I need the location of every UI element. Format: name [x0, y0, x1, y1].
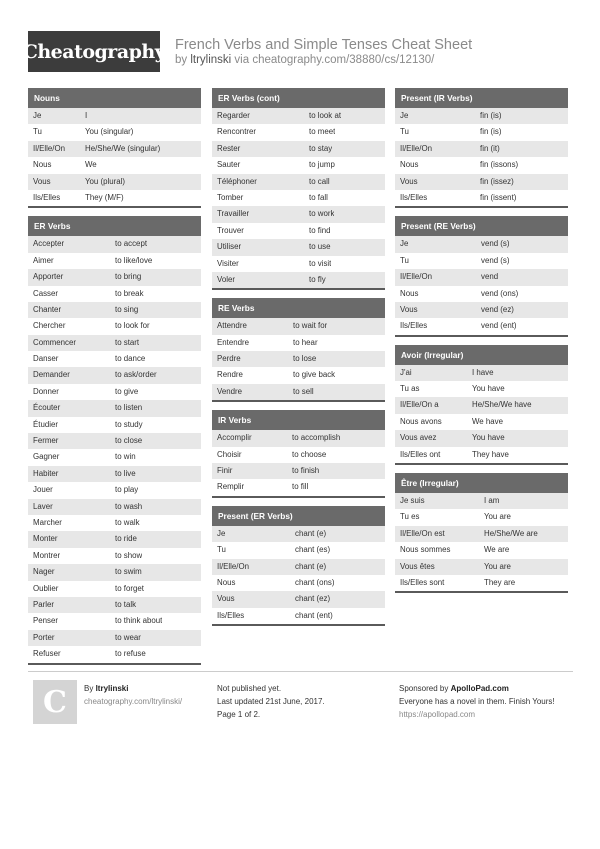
table-row: [395, 447, 568, 463]
table-row: [395, 253, 568, 269]
table-row: [212, 206, 385, 222]
row-meaning: to forget: [115, 583, 144, 593]
table-row: [395, 575, 568, 591]
row-meaning: You have: [472, 384, 505, 394]
row-term: Danser: [33, 354, 59, 364]
row-meaning: We have: [472, 416, 503, 426]
table-row: [395, 236, 568, 252]
table-row: [212, 526, 385, 542]
footer-divider: [28, 671, 573, 672]
row-term: Écouter: [33, 403, 61, 413]
row-meaning: to accept: [115, 239, 148, 249]
table-row: [28, 531, 201, 547]
row-term: Nous avons: [400, 416, 442, 426]
table-row: [28, 646, 201, 662]
row-meaning: chant (ez): [295, 594, 331, 604]
row-term: Accomplir: [217, 433, 252, 443]
table-row: [28, 302, 201, 318]
table-row: [28, 335, 201, 351]
row-meaning: fin (issons): [480, 160, 519, 170]
row-term: Rendre: [217, 370, 243, 380]
row-term: Je: [217, 528, 226, 538]
table-row: [28, 597, 201, 613]
row-term: Ils/Elles: [33, 192, 61, 202]
row-term: Nous: [33, 160, 52, 170]
sheet-url-link[interactable]: cheatography.com/38880/cs/12130/: [252, 54, 435, 66]
table-row: [212, 157, 385, 173]
row-term: Vous avez: [400, 433, 437, 443]
byline-via: via: [231, 54, 253, 66]
row-term: Tu es: [400, 512, 420, 522]
sponsor-label: Sponsored by: [399, 684, 451, 693]
table-row: [212, 542, 385, 558]
row-meaning: I am: [484, 496, 500, 506]
row-meaning: They are: [484, 577, 516, 587]
row-meaning: to dance: [115, 354, 146, 364]
table-row: [28, 253, 201, 269]
table-row: [212, 351, 385, 367]
row-term: Tu as: [400, 384, 420, 394]
row-meaning: to walk: [115, 517, 140, 527]
table-row: [395, 318, 568, 334]
row-meaning: They (M/F): [85, 192, 124, 202]
table-row: [395, 286, 568, 302]
row-meaning: You (singular): [85, 127, 134, 137]
row-meaning: to give: [115, 386, 139, 396]
section-header: RE Verbs: [212, 298, 385, 318]
table-row: [395, 526, 568, 542]
section-rows: [28, 108, 201, 206]
author-link[interactable]: ltrylinski: [190, 54, 232, 66]
section-header: Present (IR Verbs): [395, 88, 568, 108]
row-meaning: to visit: [309, 258, 332, 268]
row-meaning: to use: [309, 242, 331, 252]
row-term: Nous sommes: [400, 545, 451, 555]
row-meaning: to lose: [293, 354, 317, 364]
sponsor-url[interactable]: https://apollopad.com: [399, 710, 476, 719]
row-term: Voler: [217, 274, 235, 284]
row-term: Nous: [400, 288, 419, 298]
row-meaning: to meet: [309, 127, 336, 137]
table-row: [395, 430, 568, 446]
table-row: [28, 433, 201, 449]
row-term: Fermer: [33, 436, 59, 446]
row-term: Ils/Elles: [400, 192, 428, 202]
section-rows: [212, 108, 385, 288]
row-term: Vous êtes: [400, 561, 435, 571]
row-meaning: to finish: [292, 466, 320, 476]
row-term: Vous: [217, 594, 235, 604]
row-meaning: chant (e): [295, 561, 327, 571]
row-term: Apporter: [33, 272, 64, 282]
table-row: [28, 417, 201, 433]
table-row: [395, 174, 568, 190]
row-meaning: chant (e): [295, 528, 327, 538]
row-meaning: to look for: [115, 321, 150, 331]
table-row: [395, 509, 568, 525]
table-row: [395, 493, 568, 509]
section-header: IR Verbs: [212, 410, 385, 430]
section-re-verbs: [212, 298, 385, 402]
row-term: Ils/Elles: [217, 610, 245, 620]
row-term: Il/Elle/On: [33, 143, 66, 153]
table-row: [28, 384, 201, 400]
row-meaning: to refuse: [115, 649, 146, 659]
row-meaning: to hear: [293, 337, 318, 347]
row-meaning: I: [85, 111, 88, 120]
section-er-verbs: [28, 216, 201, 664]
row-meaning: chant (ons): [295, 577, 335, 587]
table-row: [28, 482, 201, 498]
row-term: Il/Elle/On est: [400, 528, 445, 538]
row-meaning: to work: [309, 209, 335, 219]
table-row: [212, 367, 385, 383]
footer-by-label: By: [84, 684, 96, 693]
row-term: Marcher: [33, 517, 62, 527]
section-present-re: [395, 216, 568, 336]
row-term: Monter: [33, 534, 58, 544]
section-rows: [395, 493, 568, 591]
row-meaning: to accomplish: [292, 433, 341, 443]
section-rows: [395, 236, 568, 334]
row-meaning: He/She/We have: [472, 400, 532, 410]
table-row: [395, 124, 568, 140]
table-row: [395, 559, 568, 575]
section-rows: [212, 318, 385, 400]
row-term: Oublier: [33, 583, 59, 593]
section-rows: [395, 365, 568, 463]
section-header: Être (Irregular): [395, 473, 568, 493]
table-row: [212, 272, 385, 288]
row-term: Vendre: [217, 386, 243, 396]
table-row: [212, 124, 385, 140]
row-meaning: to fall: [309, 192, 328, 202]
section-header: Present (ER Verbs): [212, 506, 385, 526]
footer-author: [84, 682, 182, 708]
row-term: Chanter: [33, 304, 62, 314]
row-meaning: vend (ons): [481, 288, 519, 298]
footer-published: Not published yet.: [217, 684, 282, 693]
table-row: [28, 141, 201, 157]
row-term: Choisir: [217, 449, 242, 459]
section-header: Nouns: [28, 88, 201, 108]
row-meaning: fin (is): [480, 111, 502, 120]
row-meaning: to start: [115, 337, 140, 347]
row-meaning: to play: [115, 485, 139, 495]
footer-page: Page 1 of 2.: [217, 710, 261, 719]
footer-sponsor: [399, 682, 555, 721]
table-row: [28, 564, 201, 580]
row-term: Ils/Elles ont: [400, 449, 441, 459]
table-row: [395, 542, 568, 558]
section-header: ER Verbs: [28, 216, 201, 236]
row-meaning: to choose: [292, 449, 327, 459]
table-row: [395, 397, 568, 413]
table-row: [28, 466, 201, 482]
table-row: [28, 236, 201, 252]
row-term: Il/Elle/On: [400, 143, 433, 153]
table-row: [212, 591, 385, 607]
row-meaning: vend (ent): [481, 321, 517, 331]
row-meaning: to look at: [309, 111, 342, 120]
table-row: [28, 400, 201, 416]
table-row: [395, 141, 568, 157]
row-term: Donner: [33, 386, 59, 396]
row-term: Ils/Elles: [400, 321, 428, 331]
row-term: Nager: [33, 567, 55, 577]
row-term: Remplir: [217, 482, 245, 492]
row-term: Rester: [217, 143, 241, 153]
row-term: Finir: [217, 466, 233, 476]
row-term: Trouver: [217, 225, 244, 235]
row-meaning: vend (s): [481, 255, 510, 265]
row-term: Vous: [33, 176, 51, 186]
sponsor-link[interactable]: ApolloPad.com: [450, 684, 509, 693]
table-row: [212, 430, 385, 446]
row-term: Je: [400, 239, 409, 249]
cheatography-logo[interactable]: Cheatography: [28, 31, 160, 72]
row-term: Visiter: [217, 258, 239, 268]
row-meaning: fin (it): [480, 143, 500, 153]
section-rows: [395, 108, 568, 206]
row-meaning: to swim: [115, 567, 142, 577]
row-meaning: to ask/order: [115, 370, 157, 380]
table-row: [28, 581, 201, 597]
row-term: Rencontrer: [217, 127, 257, 137]
row-meaning: to call: [309, 176, 330, 186]
row-meaning: You have: [472, 433, 505, 443]
row-meaning: chant (ent): [295, 610, 333, 620]
table-row: [28, 286, 201, 302]
row-term: Accepter: [33, 239, 65, 249]
table-row: [28, 124, 201, 140]
row-meaning: He/She/We are: [484, 528, 538, 538]
section-header: ER Verbs (cont): [212, 88, 385, 108]
row-term: Téléphoner: [217, 176, 257, 186]
table-row: [395, 108, 568, 124]
section-etre: [395, 473, 568, 593]
row-term: Vous: [400, 304, 418, 314]
table-row: [212, 223, 385, 239]
table-row: [395, 157, 568, 173]
table-row: [28, 548, 201, 564]
row-term: Aimer: [33, 255, 54, 265]
row-term: Tu: [217, 545, 226, 555]
table-row: [212, 174, 385, 190]
row-term: Tomber: [217, 192, 244, 202]
table-row: [212, 575, 385, 591]
section-ir-verbs: [212, 410, 385, 498]
row-term: Nous: [400, 160, 419, 170]
table-row: [28, 269, 201, 285]
row-term: Tu: [400, 255, 409, 265]
footer-status: [217, 682, 325, 721]
table-row: [28, 190, 201, 206]
row-meaning: to wait for: [293, 321, 328, 331]
table-row: [212, 384, 385, 400]
footer-updated: Last updated 21st June, 2017.: [217, 697, 325, 706]
table-row: [28, 630, 201, 646]
row-meaning: to wear: [115, 632, 141, 642]
table-row: [28, 157, 201, 173]
table-row: [212, 256, 385, 272]
section-rows: [28, 236, 201, 662]
table-row: [212, 190, 385, 206]
row-meaning: You are: [484, 561, 511, 571]
row-meaning: to sing: [115, 304, 139, 314]
row-meaning: fin (issez): [480, 176, 514, 186]
row-term: Jouer: [33, 485, 53, 495]
row-meaning: He/She/We (singular): [85, 143, 161, 153]
section-er-verbs-cont: [212, 88, 385, 290]
row-meaning: to study: [115, 419, 143, 429]
row-meaning: to bring: [115, 272, 142, 282]
row-meaning: vend: [481, 272, 499, 282]
row-meaning: to listen: [115, 403, 143, 413]
row-meaning: to talk: [115, 599, 137, 609]
table-row: [212, 239, 385, 255]
table-row: [212, 608, 385, 624]
row-term: Entendre: [217, 337, 250, 347]
author-avatar[interactable]: C: [33, 680, 77, 724]
row-meaning: vend (s): [481, 239, 510, 249]
section-header: Present (RE Verbs): [395, 216, 568, 236]
row-term: Tu: [33, 127, 42, 137]
row-term: Porter: [33, 632, 55, 642]
row-meaning: vend (ez): [481, 304, 514, 314]
row-term: Regarder: [217, 111, 250, 120]
row-meaning: to jump: [309, 160, 335, 170]
row-term: Je suis: [400, 496, 425, 506]
row-term: Gagner: [33, 452, 60, 462]
row-term: Casser: [33, 288, 58, 298]
table-row: [212, 559, 385, 575]
row-term: Sauter: [217, 160, 241, 170]
table-row: [28, 515, 201, 531]
row-meaning: We are: [484, 545, 510, 555]
table-row: [212, 108, 385, 124]
table-row: [212, 141, 385, 157]
byline: [175, 54, 434, 66]
row-term: Perdre: [217, 354, 241, 364]
row-meaning: chant (es): [295, 545, 331, 555]
table-row: [395, 414, 568, 430]
row-meaning: to like/love: [115, 255, 153, 265]
row-meaning: to win: [115, 452, 136, 462]
row-term: Il/Elle/On: [217, 561, 250, 571]
table-row: [28, 351, 201, 367]
row-meaning: to find: [309, 225, 331, 235]
table-row: [212, 479, 385, 495]
table-row: [395, 302, 568, 318]
row-meaning: They have: [472, 449, 509, 459]
row-meaning: to show: [115, 550, 143, 560]
row-term: Vous: [400, 176, 418, 186]
row-meaning: to sell: [293, 386, 314, 396]
row-term: Utiliser: [217, 242, 242, 252]
row-meaning: to ride: [115, 534, 137, 544]
footer-author-name[interactable]: ltrylinski: [95, 684, 129, 693]
row-meaning: fin (is): [480, 127, 502, 137]
row-term: Je: [400, 111, 409, 120]
row-term: Nous: [217, 577, 236, 587]
row-meaning: We: [85, 160, 97, 170]
table-row: [212, 335, 385, 351]
section-rows: [212, 526, 385, 624]
table-row: [395, 190, 568, 206]
row-term: Chercher: [33, 321, 66, 331]
row-term: Demander: [33, 370, 70, 380]
row-term: Habiter: [33, 468, 59, 478]
row-term: Montrer: [33, 550, 61, 560]
section-present-er: [212, 506, 385, 626]
byline-prefix: by: [175, 54, 191, 66]
row-meaning: to give back: [293, 370, 336, 380]
row-meaning: to stay: [309, 143, 333, 153]
footer-author-url[interactable]: cheatography.com/ltrylinski/: [84, 697, 183, 706]
row-meaning: to fill: [292, 482, 309, 492]
section-present-ir: [395, 88, 568, 208]
table-row: [395, 269, 568, 285]
row-meaning: to wash: [115, 501, 143, 511]
table-row: [28, 499, 201, 515]
row-meaning: I have: [472, 367, 494, 377]
row-meaning: You (plural): [85, 176, 126, 186]
row-meaning: to close: [115, 436, 143, 446]
row-term: Je: [33, 111, 42, 120]
row-meaning: to fly: [309, 274, 326, 284]
row-term: Travailler: [217, 209, 250, 219]
row-meaning: You are: [484, 512, 511, 522]
table-row: [28, 318, 201, 334]
row-meaning: fin (issent): [480, 192, 517, 202]
table-row: [28, 449, 201, 465]
table-row: [28, 613, 201, 629]
row-term: Ils/Elles sont: [400, 577, 445, 587]
section-avoir: [395, 345, 568, 465]
table-row: [212, 447, 385, 463]
row-term: Il/Elle/On a: [400, 400, 439, 410]
table-row: [28, 367, 201, 383]
table-row: [395, 365, 568, 381]
row-term: Il/Elle/On: [400, 272, 433, 282]
row-term: Parler: [33, 599, 55, 609]
row-term: Laver: [33, 501, 53, 511]
section-nouns: [28, 88, 201, 208]
row-term: Tu: [400, 127, 409, 137]
row-term: Penser: [33, 616, 59, 626]
table-row: [28, 174, 201, 190]
row-meaning: to live: [115, 468, 136, 478]
row-meaning: to break: [115, 288, 144, 298]
row-term: Attendre: [217, 321, 247, 331]
row-term: Étudier: [33, 419, 59, 429]
row-term: Commencer: [33, 337, 76, 347]
sponsor-tagline: Everyone has a novel in them. Finish Yours!: [399, 697, 555, 706]
section-header: Avoir (Irregular): [395, 345, 568, 365]
row-term: J'ai: [400, 367, 412, 377]
table-row: [395, 381, 568, 397]
table-row: [212, 318, 385, 334]
page-title: French Verbs and Simple Tenses Cheat Sheet: [175, 37, 473, 53]
table-row: [212, 463, 385, 479]
row-meaning: to think about: [115, 616, 163, 626]
section-rows: [212, 430, 385, 496]
table-row: [28, 108, 201, 124]
row-term: Refuser: [33, 649, 61, 659]
